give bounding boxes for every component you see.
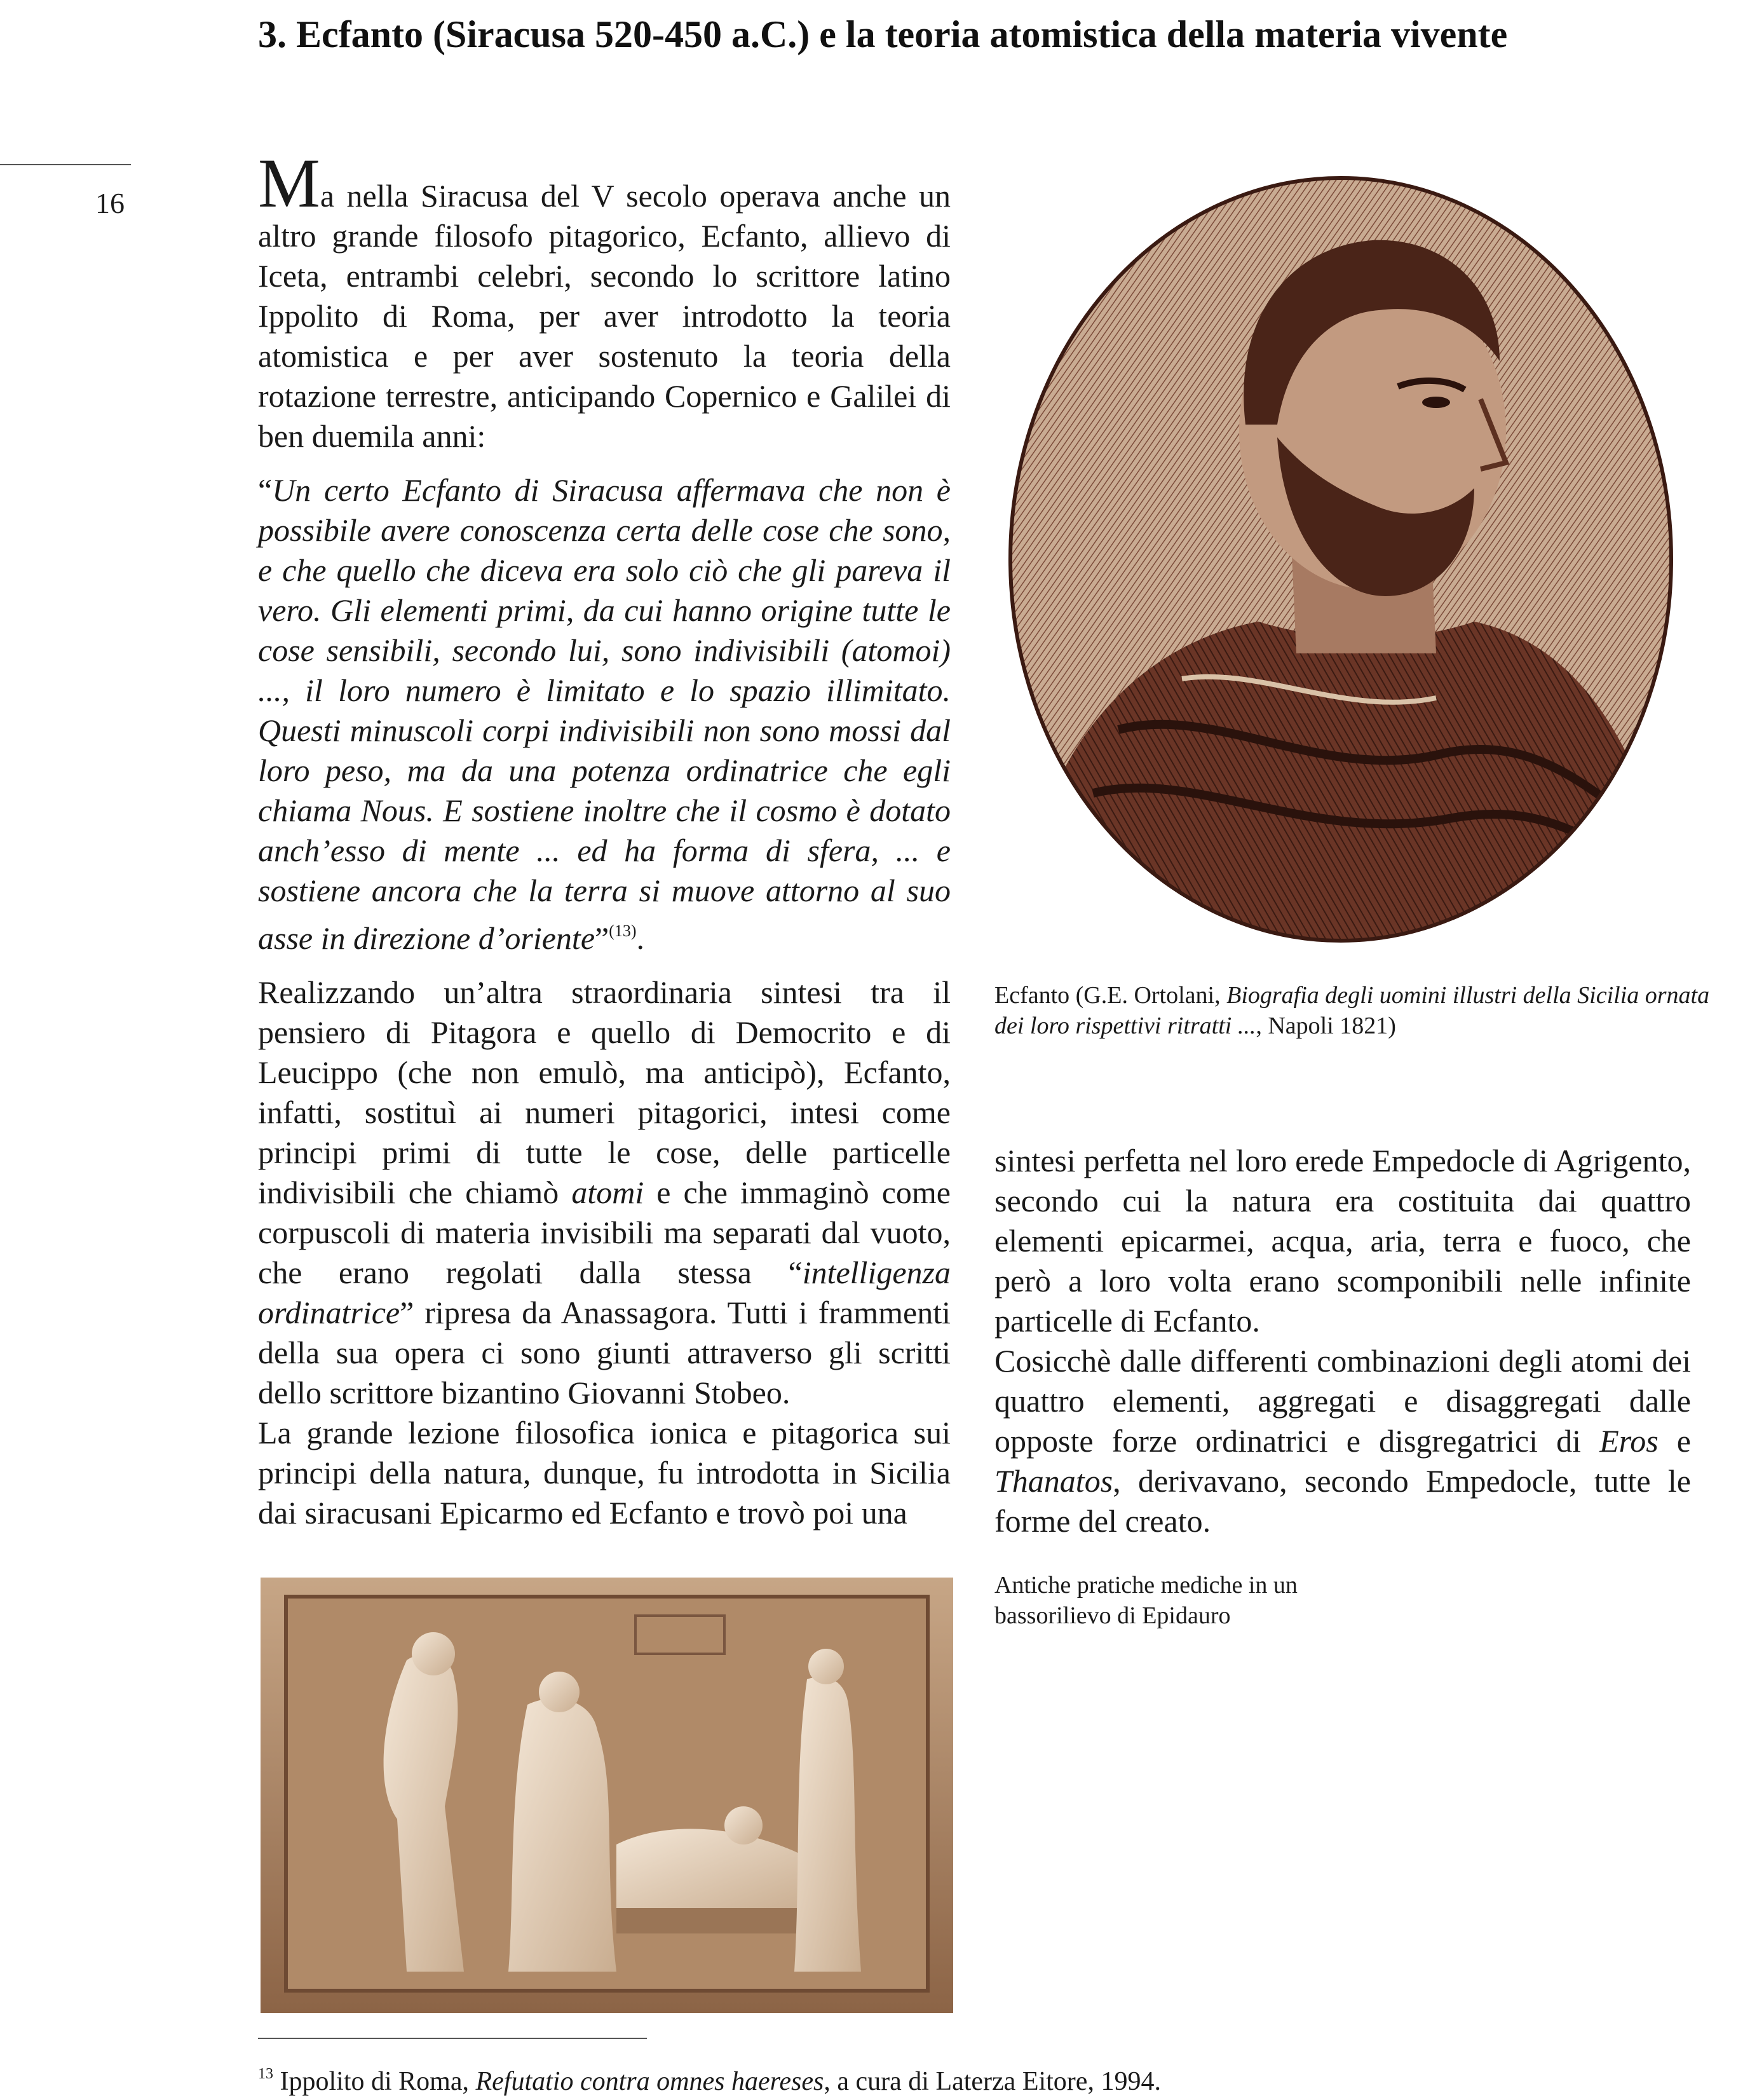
thanatos-term: Thanatos — [994, 1463, 1113, 1499]
portrait-caption-title: Biografia degli uomini illustri della Sicilia ornata dei loro rispettivi ritratti ... — [994, 982, 1710, 1039]
para2-text-c: ” ripresa da Anassagora. Tutti i frammenti della sua opera ci sono giunti attraverso gli scritti dello scrittore bizantino Giovanni Stobeo. — [258, 1295, 951, 1410]
para2-text-b: e che immaginò come corpuscoli di materia invisibili ma separati dal vuoto, che erano regolati dalla stessa “ — [258, 1175, 951, 1290]
right-paragraph-2 — [994, 1341, 1691, 1541]
right-p2-text-a: Cosicchè dalle differenti combinazioni degli atomi dei quattro elementi, aggregati e disaggregati dalle opposte forze ordinatrici e disgregatrici di — [994, 1343, 1691, 1459]
para2-intelligenza: intelligenza ordinatrice — [258, 1255, 951, 1330]
dropcap: M — [258, 144, 320, 222]
footnote-ref[interactable]: (13) — [609, 922, 637, 940]
bas-relief-image — [261, 1578, 953, 2013]
para2-text-a: Realizzando un’altra straordinaria sintesi tra il pensiero di Pitagora e quello di Democrito e di Leucippo (che non emulò, ma anticipò), Ecfanto, infatti, sostituì ai numeri pitagorici, intesi come principi primi di tutte le cose, delle particelle indivisibili che chiamò — [258, 974, 951, 1210]
footnote-text-a: Ippolito di Roma, — [273, 2067, 476, 2096]
portrait-caption — [994, 980, 1713, 1041]
right-column — [994, 1141, 1691, 1541]
chapter-title: 3. Ecfanto (Siracusa 520-450 a.C.) e la teoria atomistica della materia vivente — [258, 13, 1508, 55]
relief-caption: Antiche pratiche mediche in un bassorilievo di Epidauro — [994, 1572, 1298, 1629]
portrait-caption-b: , Napoli 1821) — [1256, 1012, 1396, 1039]
quote-paragraph — [258, 470, 951, 958]
margin-rule — [0, 164, 131, 165]
quote-end: . — [636, 920, 645, 956]
footnote-number: 13 — [258, 2066, 273, 2082]
footnote-rule — [258, 2038, 647, 2039]
quote-close: ” — [595, 920, 609, 956]
portrait-caption-a: Ecfanto (G.E. Ortolani, — [994, 982, 1227, 1009]
right-p2-text-b: e — [1658, 1423, 1691, 1459]
footnote-13 — [258, 2057, 1529, 2099]
footnote-text-b: , a cura di Laterza Eitore, 1994. — [824, 2067, 1161, 2096]
quote-open: “ — [258, 472, 273, 508]
footnote-title: Refutatio contra omnes haereses — [475, 2067, 824, 2096]
intro-text: a nella Siracusa del V secolo operava anche un altro grande filosofo pitagorico, Ecfanto, allievo di Iceta, entrambi celebri, secondo lo scrittore latino Ippolito di Roma, per aver introdotto la teoria atomistica e per aver sostenuto la teoria della rotazione terrestre, anticipando Copernico e Galilei di ben duemila anni: — [258, 178, 951, 454]
left-column — [258, 144, 951, 1533]
page-number: 16 — [95, 187, 125, 219]
right-p2-text-c: , derivavano, secondo Empedocle, tutte le forme del creato. — [994, 1463, 1691, 1539]
intro-paragraph — [258, 144, 951, 456]
body-paragraph-3: La grande lezione filosofica ionica e pitagorica sui principi della natura, dunque, fu introdotta in Sicilia dai siracusani Epicarmo ed Ecfanto e trovò poi una — [258, 1415, 951, 1531]
eros-term: Eros — [1599, 1423, 1659, 1459]
portrait-engraving — [991, 158, 1690, 962]
para2-atomi: atomi — [571, 1175, 644, 1210]
quote-text: Un certo Ecfanto di Siracusa affermava che non è possibile avere conoscenza certa delle cose che sono, e che quello che diceva era solo ciò che gli pareva il vero. Gli elementi primi, da cui hanno origine tutte le cose sensibili, secondo lui, sono indivisibili (atomoi) ..., il loro numero è limitato e lo spazio illimitato. Questi minuscoli corpi indivisibili non sono mossi dal loro peso, ma da una potenza ordinatrice che egli chiama Nous. E sostiene inoltre che il cosmo è dotato anch’esso di mente ... ed ha forma di sfera, ... e sostiene ancora che la terra si muove attorno al suo asse in direzione d’oriente — [258, 472, 951, 956]
body-paragraph-2 — [258, 972, 951, 1413]
right-paragraph-1: sintesi perfetta nel loro erede Empedocle di Agrigento, secondo cui la natura era costituita dai quattro elementi epicarmei, acqua, aria, terra e fuoco, che però a loro volta erano scomponibili nelle infinite particelle di Ecfanto. — [994, 1143, 1691, 1339]
